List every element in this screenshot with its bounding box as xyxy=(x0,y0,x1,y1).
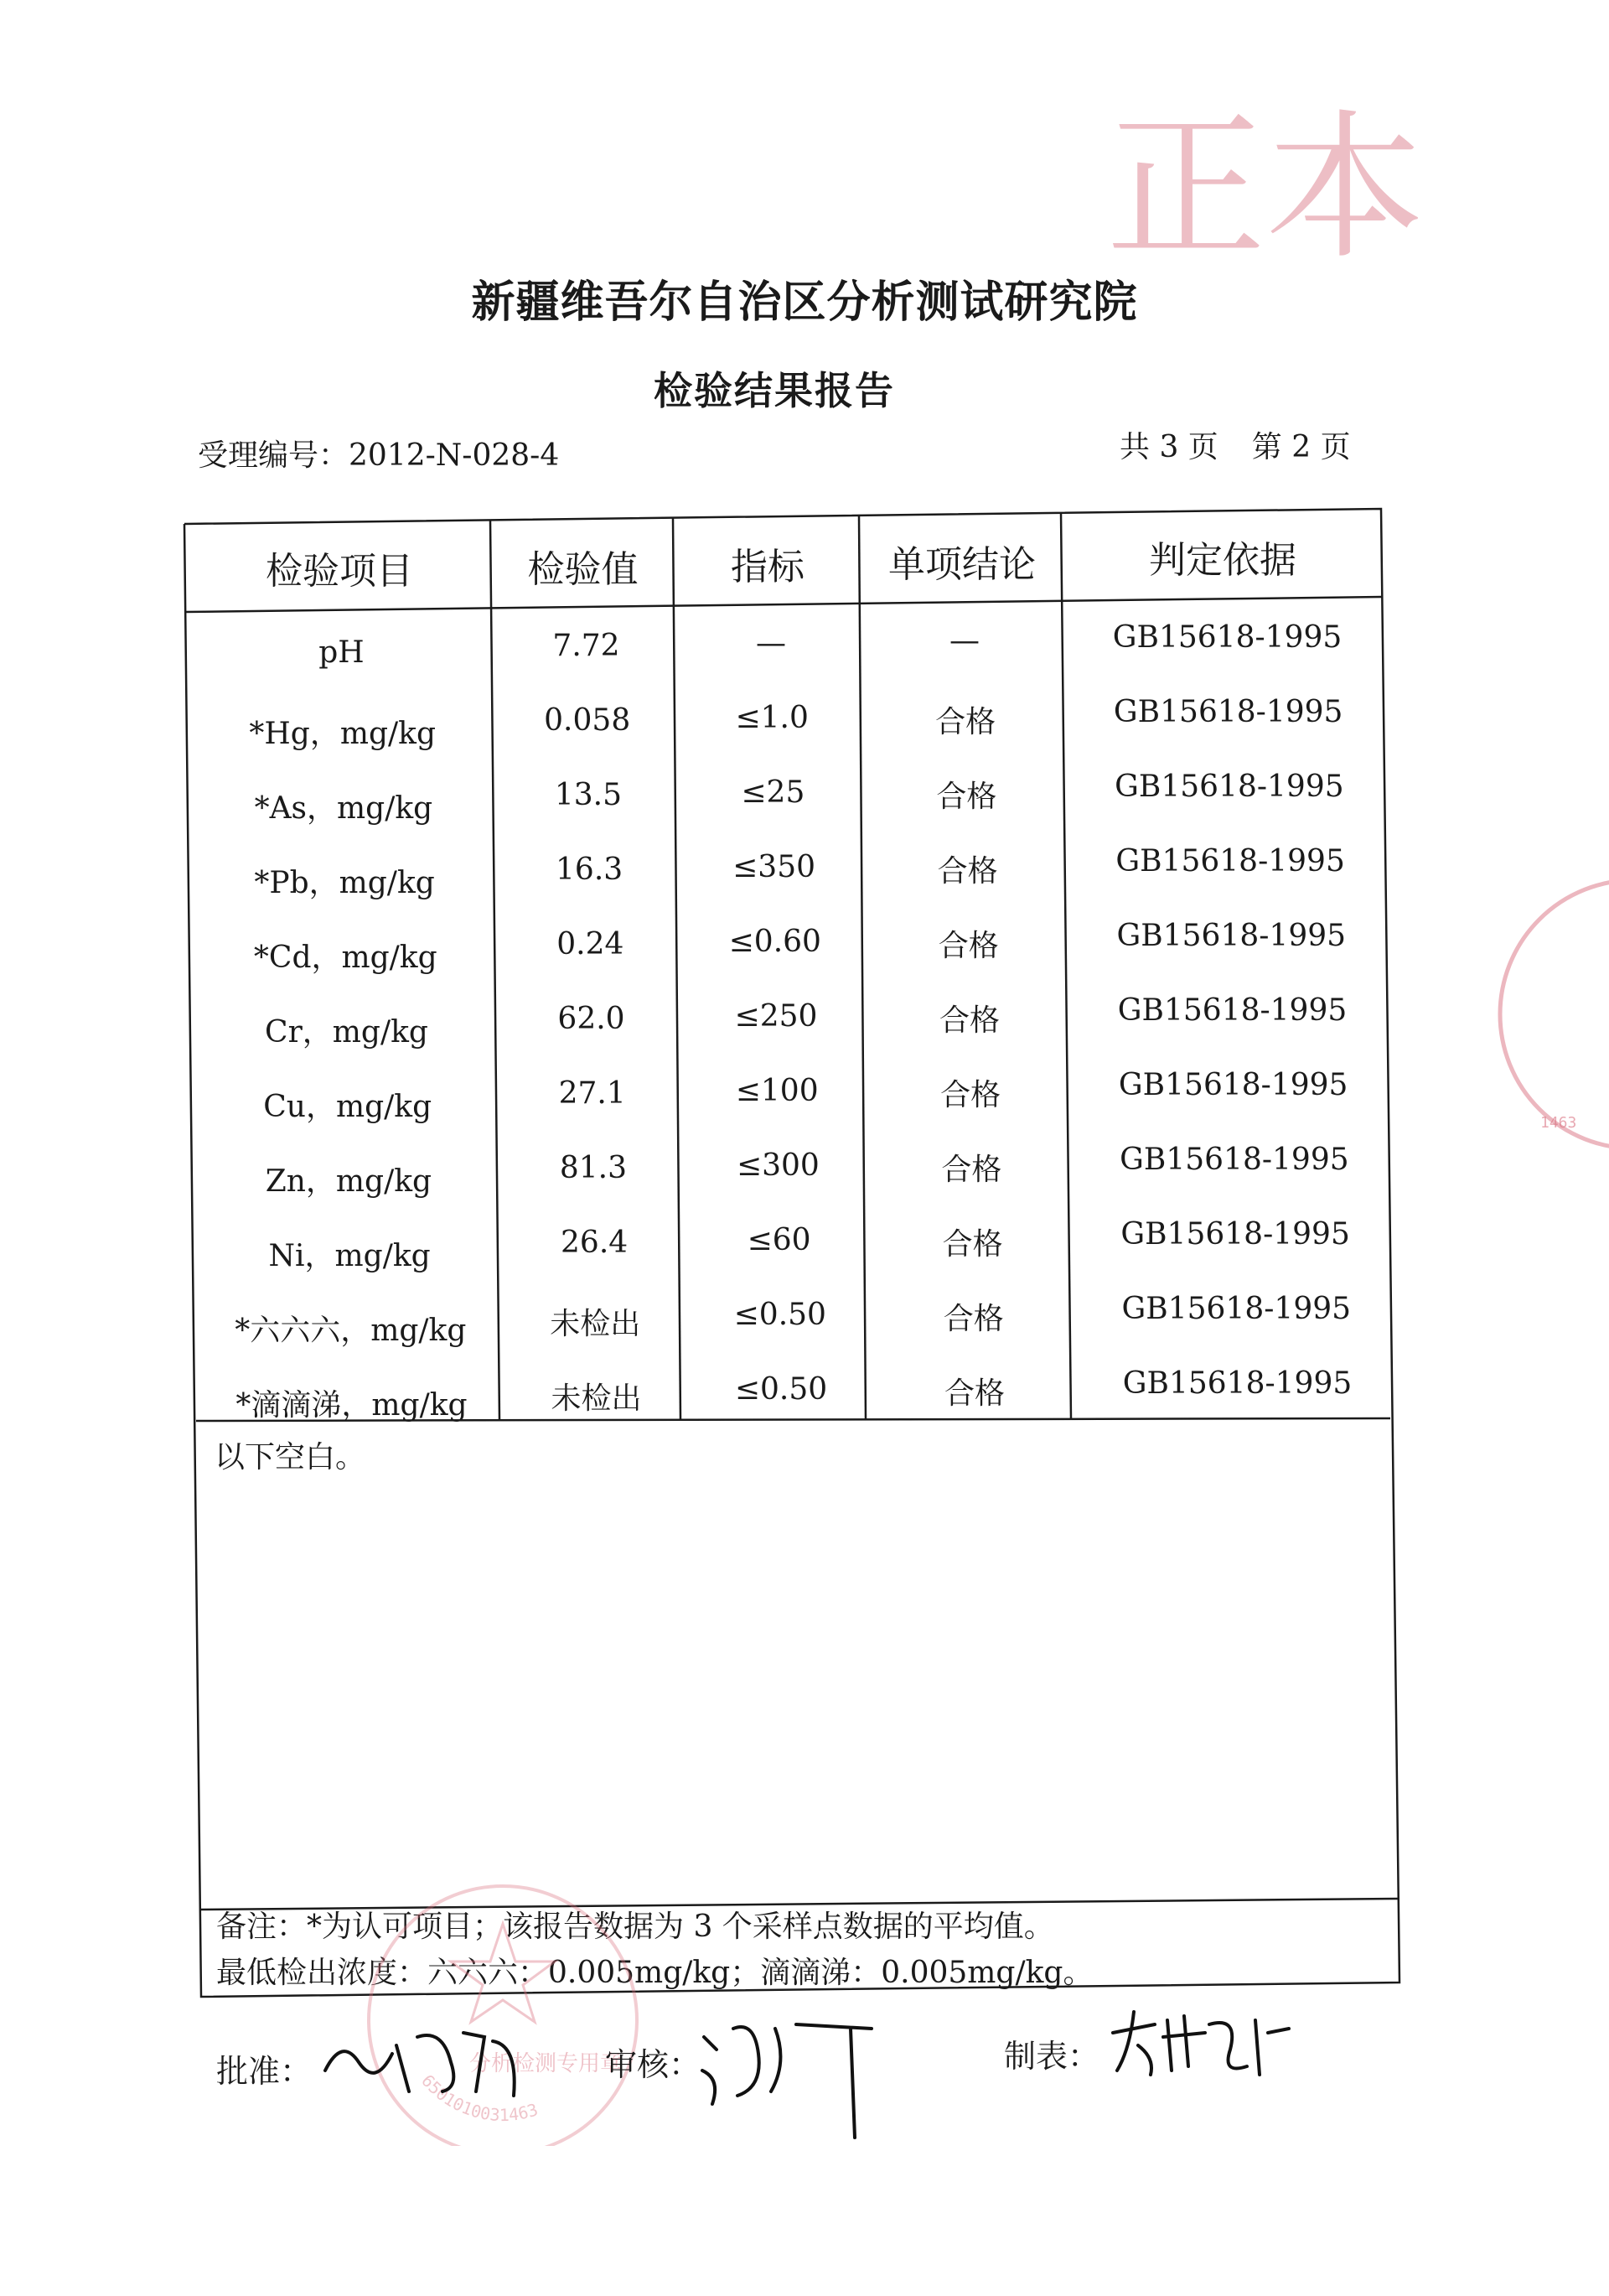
row-item: *Hg，mg/kg xyxy=(249,717,436,751)
row-conclusion: 合格 xyxy=(942,1227,1003,1262)
report-title: 检验结果报告 xyxy=(654,368,895,413)
approve-signature xyxy=(317,2012,535,2107)
row-basis: GB15618-1995 xyxy=(1118,1068,1348,1102)
row-basis: GB15618-1995 xyxy=(1121,1292,1352,1326)
row-basis: GB15618-1995 xyxy=(1116,919,1347,953)
row-basis: GB15618-1995 xyxy=(1120,1143,1349,1177)
row-basis: GB15618-1995 xyxy=(1112,620,1343,655)
page-number: 第 2 页 xyxy=(1251,430,1351,464)
side-seal-number: 1463 xyxy=(1540,1114,1577,1132)
total-pages: 共 3 页 xyxy=(1120,430,1218,464)
accept-number-label: 受理编号： xyxy=(198,438,349,473)
row-item: *As，mg/kg xyxy=(254,791,433,826)
remark-line-2: 最低检出浓度：六六六：0.005mg/kg；滴滴涕：0.005mg/kg。 xyxy=(216,1956,1094,1990)
row-value: 13.5 xyxy=(554,778,622,812)
row-value: 未检出 xyxy=(551,1381,642,1416)
row-item: Cr，mg/kg xyxy=(265,1015,428,1050)
row-basis: GB15618-1995 xyxy=(1120,1217,1350,1252)
review-label: 审核： xyxy=(605,2046,701,2083)
row-limit: ≤0.60 xyxy=(728,925,821,959)
row-limit: — xyxy=(756,626,786,661)
approve-label: 批准： xyxy=(216,2053,313,2090)
column-header-item: 检验项目 xyxy=(266,550,413,593)
institute-title: 新疆维吾尔自治区分析测试研究院 xyxy=(471,277,1138,328)
row-item: *Pb，mg/kg xyxy=(254,866,435,900)
prepare-label: 制表： xyxy=(1004,2038,1100,2075)
row-value: 7.72 xyxy=(552,629,620,663)
row-basis: GB15618-1995 xyxy=(1113,695,1343,729)
row-basis: GB15618-1995 xyxy=(1122,1366,1353,1401)
accept-number-value: 2012-N-028-4 xyxy=(349,438,560,473)
row-item: *滴滴涕，mg/kg xyxy=(235,1388,468,1423)
row-value: 26.4 xyxy=(561,1226,629,1260)
row-value: 16.3 xyxy=(556,853,623,887)
row-conclusion: 合格 xyxy=(935,705,996,739)
row-value: 0.058 xyxy=(544,703,631,738)
row-item: *六六六，mg/kg xyxy=(235,1314,467,1348)
row-limit: ≤100 xyxy=(735,1074,819,1108)
row-limit: ≤0.50 xyxy=(733,1298,826,1332)
column-header-basis: 判定依据 xyxy=(1149,539,1296,582)
round-seal-number: 6501010031463 xyxy=(417,2071,541,2126)
row-limit: ≤0.50 xyxy=(734,1372,828,1407)
row-conclusion: 合格 xyxy=(944,1376,1005,1411)
column-header-value: 检验值 xyxy=(527,548,639,591)
row-conclusion: — xyxy=(949,624,980,658)
prepare-signature xyxy=(1105,1999,1297,2086)
row-conclusion: 合格 xyxy=(939,1003,1000,1038)
remark-line-1: 备注：*为认可项目；该报告数据为 3 个采样点数据的平均值。 xyxy=(216,1910,1054,1944)
row-basis: GB15618-1995 xyxy=(1117,993,1348,1028)
row-value: 62.0 xyxy=(557,1002,625,1036)
row-limit: ≤250 xyxy=(734,999,818,1034)
row-item: Ni，mg/kg xyxy=(268,1239,431,1273)
original-stamp-text: 正本 xyxy=(1106,96,1425,277)
row-limit: ≤1.0 xyxy=(735,701,809,735)
blank-note: 以下空白。 xyxy=(215,1440,366,1475)
row-limit: ≤300 xyxy=(736,1148,820,1183)
row-value: 81.3 xyxy=(559,1151,627,1185)
row-value: 0.24 xyxy=(556,927,624,961)
row-limit: ≤25 xyxy=(741,775,805,810)
row-value: 27.1 xyxy=(558,1076,626,1111)
row-conclusion: 合格 xyxy=(937,854,998,889)
column-header-conclusion: 单项结论 xyxy=(888,543,1036,586)
row-item: Cu，mg/kg xyxy=(263,1090,432,1124)
review-signature xyxy=(696,2003,905,2149)
row-conclusion: 合格 xyxy=(943,1302,1004,1336)
row-limit: ≤350 xyxy=(732,850,816,884)
row-conclusion: 合格 xyxy=(941,1153,1002,1187)
row-conclusion: 合格 xyxy=(940,1078,1001,1112)
row-item: *Cd，mg/kg xyxy=(253,941,437,975)
side-seal xyxy=(1492,838,1609,1194)
row-conclusion: 合格 xyxy=(938,929,999,963)
row-value: 未检出 xyxy=(550,1307,641,1341)
row-limit: ≤60 xyxy=(747,1223,811,1257)
row-basis: GB15618-1995 xyxy=(1115,844,1345,878)
row-basis: GB15618-1995 xyxy=(1115,770,1344,804)
round-seal-label: 分析检测专用章 xyxy=(469,2051,623,2076)
row-conclusion: 合格 xyxy=(936,780,997,814)
column-header-limit: 指标 xyxy=(731,546,804,588)
row-item: Zn，mg/kg xyxy=(265,1164,432,1199)
row-item: pH xyxy=(318,635,365,670)
